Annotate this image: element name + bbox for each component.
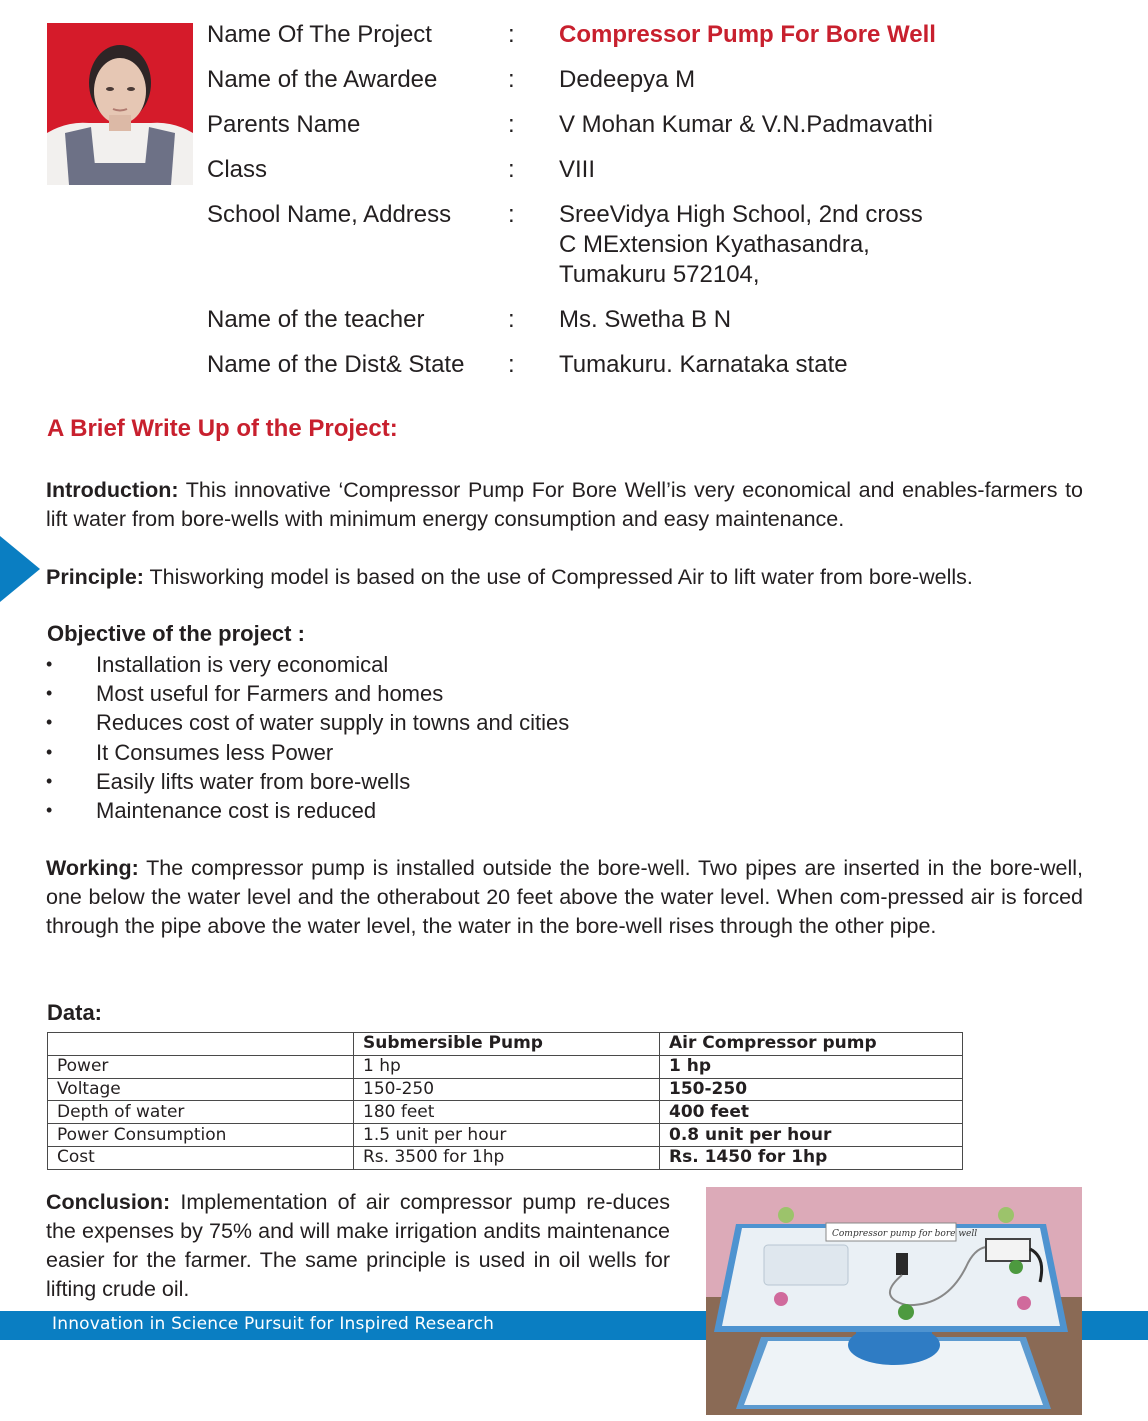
principle-text: Thisworking model is based on the use of Compressed Air to lift water from bore-wells. <box>143 565 973 589</box>
info-colon: : <box>508 156 515 183</box>
working-text: The compressor pump is installed outside the bore-well. Two pipes are inserted in the bore-well, one below the water level and the otherabout 20 feet above the water level. When com-pressed air is forced through the pipe above the water level, the water in the bore-well rises through the other pipe. <box>46 856 1083 938</box>
bullet-icon: • <box>46 683 53 704</box>
list-item <box>46 708 569 737</box>
class-value: VIII <box>559 156 596 183</box>
awardee-photo <box>47 23 193 185</box>
table-cell-submersible: 180 feet <box>354 1101 660 1124</box>
table-header-submersible: Submersible Pump <box>354 1033 660 1056</box>
bullet-icon: • <box>46 654 53 674</box>
table-cell-submersible: 1 hp <box>354 1055 660 1078</box>
table-cell-submersible: 1.5 unit per hour <box>354 1124 660 1147</box>
table-row <box>48 1078 963 1101</box>
principle-label: Principle: <box>46 565 144 589</box>
table-cell-parameter: Power <box>48 1055 354 1078</box>
table-header-air-compressor: Air Compressor pump <box>660 1033 963 1056</box>
objective-list <box>46 650 569 825</box>
info-label-parents: Parents Name <box>207 111 361 138</box>
student-portrait-icon <box>47 23 193 185</box>
teacher-name: Ms. Swetha B N <box>559 306 732 333</box>
objective-heading: Objective of the project : <box>47 621 305 646</box>
principle-paragraph <box>46 563 1083 592</box>
info-label-class: Class <box>207 156 268 183</box>
objective-text: Maintenance cost is reduced <box>96 797 377 823</box>
info-label-awardee: Name of the Awardee <box>207 66 438 93</box>
table-cell-air-compressor: 1 hp <box>660 1055 963 1078</box>
table-cell-submersible: 150-250 <box>354 1078 660 1101</box>
table-cell-air-compressor: 400 feet <box>660 1101 963 1124</box>
info-label-project: Name Of The Project <box>207 21 432 48</box>
info-colon: : <box>508 66 515 93</box>
list-item <box>46 767 569 796</box>
objective-text: Reduces cost of water supply in towns and cities <box>96 710 570 736</box>
school-address-line-1: SreeVidya High School, 2nd cross <box>559 201 923 228</box>
writeup-heading: A Brief Write Up of the Project: <box>47 415 398 442</box>
list-item <box>46 650 569 679</box>
project-title: Compressor Pump For Bore Well <box>559 21 936 48</box>
bullet-icon: • <box>46 770 53 791</box>
table-cell-air-compressor: Rs. 1450 for 1hp <box>660 1146 963 1169</box>
table-cell-parameter: Voltage <box>48 1078 354 1101</box>
dist-state-value: Tumakuru. Karnataka state <box>559 351 848 378</box>
objective-text: Installation is very economical <box>96 652 389 677</box>
working-paragraph <box>46 854 1083 941</box>
project-model-photo <box>706 1187 1082 1415</box>
list-item <box>46 679 569 708</box>
footer-bar-right <box>1082 1311 1148 1340</box>
table-cell-parameter: Depth of water <box>48 1101 354 1124</box>
table-cell-air-compressor: 0.8 unit per hour <box>660 1124 963 1147</box>
school-address-line-2: C MExtension Kyathasandra, <box>559 231 870 258</box>
table-cell-submersible: Rs. 3500 for 1hp <box>354 1146 660 1169</box>
table-row <box>48 1124 963 1147</box>
info-colon: : <box>508 306 515 333</box>
objective-text: It Consumes less Power <box>96 739 334 765</box>
working-label: Working: <box>46 856 139 880</box>
table-cell-parameter: Power Consumption <box>48 1124 354 1147</box>
info-colon: : <box>508 21 515 48</box>
info-colon: : <box>508 351 515 378</box>
info-label-dist-state: Name of the Dist& State <box>207 351 465 378</box>
introduction-paragraph <box>46 476 1083 534</box>
bullet-icon: • <box>46 712 53 733</box>
list-item <box>46 796 569 825</box>
info-colon: : <box>508 201 515 228</box>
table-cell-air-compressor: 150-250 <box>660 1078 963 1101</box>
info-colon: : <box>508 111 515 138</box>
comparison-table <box>47 1032 963 1170</box>
introduction-text: This innovative ‘Compressor Pump For Bore Well’is very economical and enables-farmers to lift water from bore-wells with minimum energy consumption and easy maintenance. <box>46 478 1083 531</box>
bullet-icon: • <box>46 799 53 820</box>
list-item <box>46 738 569 767</box>
conclusion-text: Implementation of air compressor pump re-duces the expenses by 75% and will make irrigation andits maintenance easier for the farmer. The same principle is used in oil wells for lifting crude oil. <box>46 1190 670 1301</box>
table-row <box>48 1101 963 1124</box>
conclusion-paragraph <box>46 1188 670 1304</box>
info-label-teacher: Name of the teacher <box>207 306 425 333</box>
table-row <box>48 1146 963 1169</box>
data-heading: Data: <box>47 1000 103 1025</box>
working-model-icon <box>706 1187 1082 1415</box>
table-header-empty <box>48 1033 354 1056</box>
school-address-line-3: Tumakuru 572104, <box>559 261 760 288</box>
introduction-label: Introduction: <box>46 478 179 502</box>
parents-name: V Mohan Kumar & V.N.Padmavathi <box>559 111 933 138</box>
table-cell-parameter: Cost <box>48 1146 354 1169</box>
objective-text: Most useful for Farmers and homes <box>96 681 444 707</box>
bullet-icon: • <box>46 741 53 762</box>
info-label-school: School Name, Address <box>207 201 452 228</box>
table-header-row <box>48 1033 963 1056</box>
pointer-arrow-icon <box>0 536 40 602</box>
conclusion-label: Conclusion: <box>46 1190 171 1214</box>
footer-tagline: Innovation in Science Pursuit for Inspired Research <box>52 1314 495 1334</box>
awardee-name: Dedeepya M <box>559 66 696 93</box>
model-sign-text: Compressor pump for bore well <box>832 1229 978 1239</box>
table-row <box>48 1055 963 1078</box>
objective-text: Easily lifts water from bore-wells <box>96 768 411 794</box>
